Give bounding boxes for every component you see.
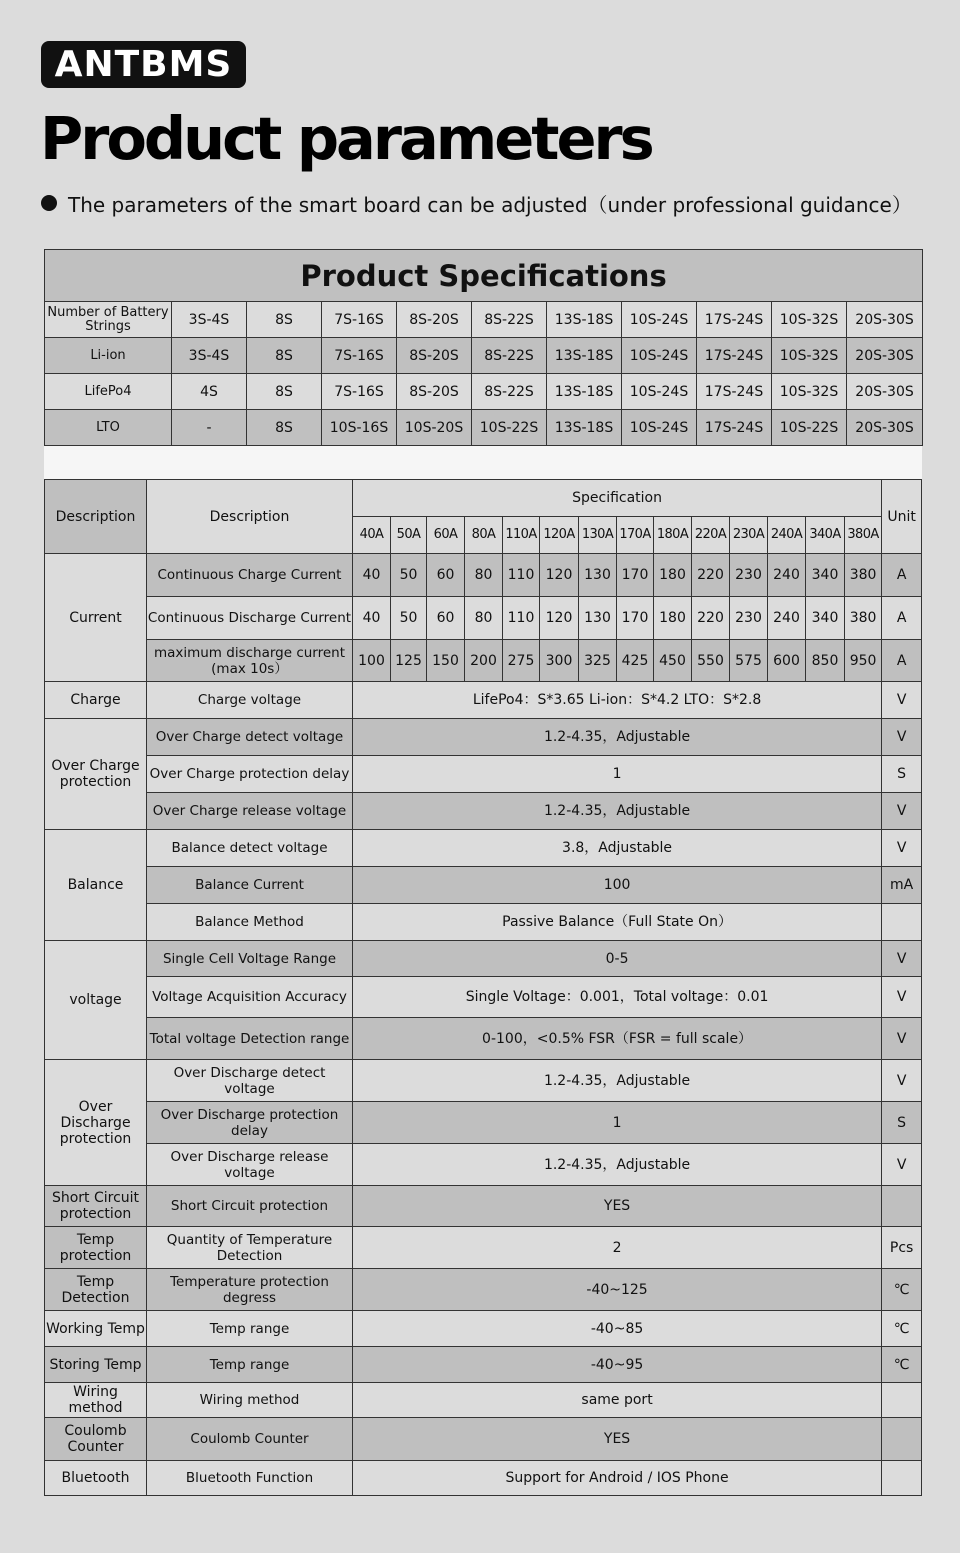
row-description: Over Charge protection delay <box>147 756 353 793</box>
spec-cell: 10S-24S <box>622 302 697 338</box>
row-description: Bluetooth Function <box>147 1461 353 1496</box>
row-unit: V <box>882 682 922 719</box>
spec-cell: 8S <box>247 338 322 374</box>
amp-rating: 180A <box>654 517 692 554</box>
row-description: Over Discharge release voltage <box>147 1144 353 1186</box>
amp-rating: 110A <box>503 517 540 554</box>
spec-cell: 4S <box>172 374 247 410</box>
specifications-title: Product Specifications <box>45 250 923 302</box>
spec-row <box>45 374 923 410</box>
amp-rating: 380A <box>845 517 882 554</box>
row-value: -40~95 <box>353 1347 882 1383</box>
group-label: Coulomb Counter <box>45 1418 147 1461</box>
current-value: 275 <box>503 640 540 682</box>
row-value: Support for Android / IOS Phone <box>353 1461 882 1496</box>
spec-cell: 8S-22S <box>472 374 547 410</box>
parameter-row <box>45 793 922 830</box>
row-value: YES <box>353 1418 882 1461</box>
spec-cell: 10S-22S <box>472 410 547 446</box>
current-value: 230 <box>730 554 768 597</box>
spec-cell: - <box>172 410 247 446</box>
row-value: -40~85 <box>353 1311 882 1347</box>
amp-rating: 220A <box>692 517 730 554</box>
row-unit <box>882 1383 922 1418</box>
row-description: Over Discharge protection delay <box>147 1102 353 1144</box>
spec-cell: 13S-18S <box>547 302 622 338</box>
row-description: Single Cell Voltage Range <box>147 941 353 977</box>
row-value: 0-5 <box>353 941 882 977</box>
row-description: Wiring method <box>147 1383 353 1418</box>
current-value: 110 <box>503 554 540 597</box>
parameter-row <box>45 1144 922 1186</box>
row-unit: V <box>882 1060 922 1102</box>
current-value: 550 <box>692 640 730 682</box>
amp-rating: 240A <box>768 517 806 554</box>
amp-rating: 80A <box>465 517 503 554</box>
spec-cell: 17S-24S <box>697 410 772 446</box>
current-value: 40 <box>353 597 391 640</box>
row-description: Balance detect voltage <box>147 830 353 867</box>
row-description: Balance Method <box>147 904 353 941</box>
row-unit: Pcs <box>882 1227 922 1269</box>
parameter-note <box>41 188 912 218</box>
current-value: 180 <box>654 597 692 640</box>
parameter-row <box>45 977 922 1018</box>
bullet-icon <box>41 195 57 211</box>
current-value: 300 <box>540 640 579 682</box>
row-value: same port <box>353 1383 882 1418</box>
group-label: Wiring method <box>45 1383 147 1418</box>
row-value: 1.2-4.35，Adjustable <box>353 719 882 756</box>
row-unit: V <box>882 977 922 1018</box>
row-unit: S <box>882 756 922 793</box>
parameter-row <box>45 904 922 941</box>
parameter-row <box>45 682 922 719</box>
spec-cell: 3S-4S <box>172 338 247 374</box>
group-label: Over Discharge protection <box>45 1060 147 1186</box>
page-title: Product parameters <box>40 104 652 173</box>
parameter-row <box>45 1418 922 1461</box>
group-label: Charge <box>45 682 147 719</box>
parameter-row <box>45 1018 922 1060</box>
table-spacer <box>44 446 922 479</box>
row-unit: A <box>882 640 922 682</box>
current-value: 80 <box>465 597 503 640</box>
current-row <box>45 554 922 597</box>
spec-cell: 10S-24S <box>622 374 697 410</box>
row-value: 3.8，Adjustable <box>353 830 882 867</box>
row-description: Balance Current <box>147 867 353 904</box>
header-specification: Specification <box>353 480 882 517</box>
row-value: Single Voltage：0.001，Total voltage：0.01 <box>353 977 882 1018</box>
current-row <box>45 597 922 640</box>
row-description: Voltage Acquisition Accuracy <box>147 977 353 1018</box>
current-value: 950 <box>845 640 882 682</box>
spec-cell: 8S-20S <box>397 302 472 338</box>
header-description: Description <box>147 480 353 554</box>
brand-badge: ANTBMS <box>41 41 246 88</box>
spec-cell: 7S-16S <box>322 302 397 338</box>
amp-rating: 340A <box>806 517 845 554</box>
spec-cell: 10S-16S <box>322 410 397 446</box>
parameter-row <box>45 1060 922 1102</box>
spec-cell: 13S-18S <box>547 374 622 410</box>
current-value: 50 <box>391 597 427 640</box>
current-value: 340 <box>806 597 845 640</box>
parameter-row <box>45 941 922 977</box>
row-description: Quantity of Temperature Detection <box>147 1227 353 1269</box>
row-value: YES <box>353 1186 882 1227</box>
current-value: 380 <box>845 597 882 640</box>
group-label: Balance <box>45 830 147 941</box>
current-value: 600 <box>768 640 806 682</box>
current-value: 40 <box>353 554 391 597</box>
row-value: LifePo4：S*3.65 Li-ion：S*4.2 LTO：S*2.8 <box>353 682 882 719</box>
row-unit: mA <box>882 867 922 904</box>
amp-rating: 170A <box>617 517 654 554</box>
row-unit <box>882 904 922 941</box>
current-value: 450 <box>654 640 692 682</box>
current-value: 850 <box>806 640 845 682</box>
spec-cell: 8S-22S <box>472 302 547 338</box>
current-value: 180 <box>654 554 692 597</box>
current-value: 240 <box>768 597 806 640</box>
parameter-row <box>45 1102 922 1144</box>
current-value: 220 <box>692 554 730 597</box>
row-value: 0-100，<0.5% FSR（FSR = full scale） <box>353 1018 882 1060</box>
row-unit <box>882 1461 922 1496</box>
spec-cell: 20S-30S <box>847 338 923 374</box>
row-description: Temp range <box>147 1311 353 1347</box>
row-description: Continuous Discharge Current <box>147 597 353 640</box>
spec-cell: 17S-24S <box>697 374 772 410</box>
current-value: 120 <box>540 554 579 597</box>
current-value: 150 <box>427 640 465 682</box>
group-label: Current <box>45 554 147 682</box>
current-value: 60 <box>427 554 465 597</box>
row-description: Temp range <box>147 1347 353 1383</box>
row-unit: A <box>882 597 922 640</box>
header-description-category: Description <box>45 480 147 554</box>
row-description: Continuous Charge Current <box>147 554 353 597</box>
current-value: 50 <box>391 554 427 597</box>
row-unit: A <box>882 554 922 597</box>
amp-rating: 50A <box>391 517 427 554</box>
header-row <box>45 480 922 517</box>
row-description: Coulomb Counter <box>147 1418 353 1461</box>
row-unit: V <box>882 1018 922 1060</box>
spec-cell: 3S-4S <box>172 302 247 338</box>
current-row <box>45 640 922 682</box>
amp-rating: 120A <box>540 517 579 554</box>
spec-cell: 8S <box>247 302 322 338</box>
row-unit: ℃ <box>882 1269 922 1311</box>
row-description: Charge voltage <box>147 682 353 719</box>
current-value: 130 <box>579 554 617 597</box>
row-unit: S <box>882 1102 922 1144</box>
spec-cell: 8S-20S <box>397 338 472 374</box>
row-description: Total voltage Detection range <box>147 1018 353 1060</box>
spec-cell: 13S-18S <box>547 410 622 446</box>
current-value: 170 <box>617 554 654 597</box>
parameter-row <box>45 1227 922 1269</box>
row-value: 1 <box>353 1102 882 1144</box>
parameter-row <box>45 867 922 904</box>
product-specifications-table <box>44 249 923 446</box>
current-value: 130 <box>579 597 617 640</box>
row-value: 2 <box>353 1227 882 1269</box>
row-unit <box>882 1418 922 1461</box>
current-value: 325 <box>579 640 617 682</box>
spec-cell: 20S-30S <box>847 374 923 410</box>
current-value: 200 <box>465 640 503 682</box>
row-value: 1.2-4.35，Adjustable <box>353 793 882 830</box>
group-label: Temp protection <box>45 1227 147 1269</box>
row-unit <box>882 1186 922 1227</box>
spec-cell: 10S-32S <box>772 338 847 374</box>
current-value: 340 <box>806 554 845 597</box>
row-unit: V <box>882 941 922 977</box>
row-description: Over Charge detect voltage <box>147 719 353 756</box>
spec-cell: 10S-32S <box>772 374 847 410</box>
parameter-row <box>45 1269 922 1311</box>
note-text: The parameters of the smart board can be adjusted（under professional guidance） <box>68 192 912 217</box>
spec-cell: 8S <box>247 374 322 410</box>
spec-cell: 10S-24S <box>622 338 697 374</box>
amp-rating: 40A <box>353 517 391 554</box>
current-value: 240 <box>768 554 806 597</box>
parameter-row <box>45 1347 922 1383</box>
current-value: 80 <box>465 554 503 597</box>
row-unit: V <box>882 830 922 867</box>
header-unit: Unit <box>882 480 922 554</box>
spec-cell: 17S-24S <box>697 302 772 338</box>
spec-cell: 17S-24S <box>697 338 772 374</box>
row-unit: ℃ <box>882 1311 922 1347</box>
spec-row-label: LifePo4 <box>45 374 172 410</box>
amp-rating: 60A <box>427 517 465 554</box>
spec-row <box>45 410 923 446</box>
spec-row-label: Number of Battery Strings <box>45 302 172 338</box>
row-description: Short Circuit protection <box>147 1186 353 1227</box>
spec-row-label: LTO <box>45 410 172 446</box>
parameters-table <box>44 479 922 1496</box>
current-value: 575 <box>730 640 768 682</box>
spec-cell: 7S-16S <box>322 374 397 410</box>
row-unit: V <box>882 793 922 830</box>
row-description: maximum discharge current (max 10s） <box>147 640 353 682</box>
spec-cell: 10S-20S <box>397 410 472 446</box>
current-value: 125 <box>391 640 427 682</box>
spec-cell: 13S-18S <box>547 338 622 374</box>
group-label: voltage <box>45 941 147 1060</box>
row-description: Over Discharge detect voltage <box>147 1060 353 1102</box>
current-value: 230 <box>730 597 768 640</box>
row-value: 1 <box>353 756 882 793</box>
current-value: 60 <box>427 597 465 640</box>
group-label: Short Circuit protection <box>45 1186 147 1227</box>
spec-cell: 10S-24S <box>622 410 697 446</box>
amp-rating: 130A <box>579 517 617 554</box>
group-label: Working Temp <box>45 1311 147 1347</box>
spec-row <box>45 338 923 374</box>
spec-cell: 10S-22S <box>772 410 847 446</box>
parameter-row <box>45 1461 922 1496</box>
spec-cell: 20S-30S <box>847 302 923 338</box>
spec-row-label: Li-ion <box>45 338 172 374</box>
row-unit: V <box>882 719 922 756</box>
parameter-row <box>45 1186 922 1227</box>
spec-cell: 8S-22S <box>472 338 547 374</box>
amp-rating: 230A <box>730 517 768 554</box>
spec-cell: 7S-16S <box>322 338 397 374</box>
current-value: 120 <box>540 597 579 640</box>
current-value: 100 <box>353 640 391 682</box>
row-value: 100 <box>353 867 882 904</box>
spec-row <box>45 302 923 338</box>
parameter-row <box>45 1311 922 1347</box>
spec-cell: 10S-32S <box>772 302 847 338</box>
current-value: 425 <box>617 640 654 682</box>
parameter-row <box>45 756 922 793</box>
row-description: Temperature protection degress <box>147 1269 353 1311</box>
row-value: 1.2-4.35，Adjustable <box>353 1060 882 1102</box>
spec-cell: 8S-20S <box>397 374 472 410</box>
parameter-row <box>45 830 922 867</box>
current-value: 220 <box>692 597 730 640</box>
row-value: Passive Balance（Full State On） <box>353 904 882 941</box>
row-value: 1.2-4.35，Adjustable <box>353 1144 882 1186</box>
current-value: 110 <box>503 597 540 640</box>
current-value: 380 <box>845 554 882 597</box>
row-value: -40~125 <box>353 1269 882 1311</box>
row-unit: ℃ <box>882 1347 922 1383</box>
group-label: Temp Detection <box>45 1269 147 1311</box>
group-label: Storing Temp <box>45 1347 147 1383</box>
row-unit: V <box>882 1144 922 1186</box>
group-label: Over Charge protection <box>45 719 147 830</box>
current-value: 170 <box>617 597 654 640</box>
group-label: Bluetooth <box>45 1461 147 1496</box>
parameter-row <box>45 719 922 756</box>
row-description: Over Charge release voltage <box>147 793 353 830</box>
spec-cell: 8S <box>247 410 322 446</box>
spec-cell: 20S-30S <box>847 410 923 446</box>
parameter-row <box>45 1383 922 1418</box>
